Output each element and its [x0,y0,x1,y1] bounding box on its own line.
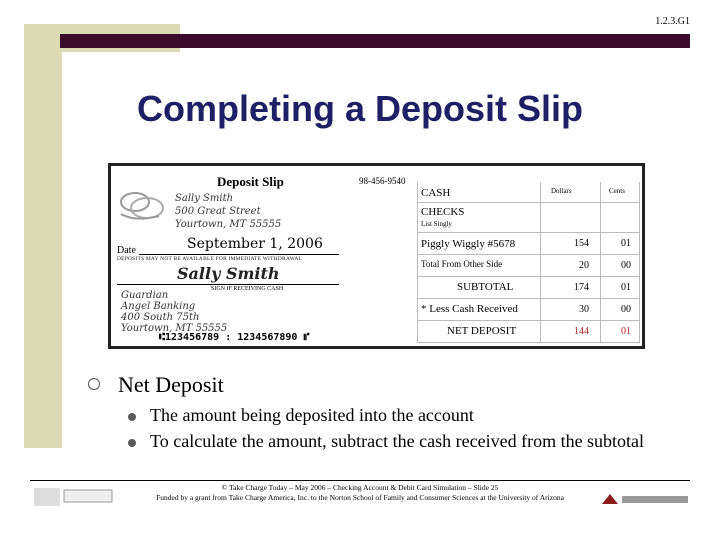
slip-row-other-side [417,254,640,277]
date-label: Date [117,245,136,256]
main-point: Net Deposit [118,372,224,397]
micr-line: ⑆123456789 : 1234567890 ⑈ [159,332,310,343]
bank-street: 400 South 75th [121,312,200,323]
take-charge-america-logo-icon [600,490,692,508]
row-label: * Less Cash Received [421,303,518,315]
bank-city: Yourtown, MT 55555 [121,323,228,334]
row-dollars: 174 [574,282,589,293]
sub-point-2: To calculate the amount, subtract the cash received from the subtotal [150,431,645,451]
slide-title: Completing a Deposit Slip [136,88,584,129]
deposits-note: DEPOSITS MAY NOT BE AVAILABLE FOR IMMEDIATE WITHDRAWAL [117,256,303,262]
slip-left-section [111,166,417,346]
dollars-column-header: Dollars [551,187,572,195]
row-label: NET DEPOSIT [447,325,517,337]
routing-number: 98-456-9540 [359,176,406,186]
row-dollars: 30 [579,304,589,315]
row-cents: 01 [621,238,631,249]
row-label: SUBTOTAL [457,281,514,293]
slip-row-checks [417,202,640,233]
slip-row-check-1 [417,232,640,255]
payer-address [175,192,281,231]
bank-address [121,290,227,334]
slide-number: 1.2.3.G1 [655,16,690,27]
slip-amount-table [417,182,640,342]
bank-name: Guardian [121,290,169,301]
sub-point-1: The amount being deposited into the account [150,405,474,425]
row-label: CASH [421,187,451,199]
sub-bullet-icon [128,413,136,421]
footer-line-1: © Take Charge Today – May 2006 – Checking Account & Debit Card Simulation – Slide 25 [221,483,499,492]
row-label: Piggly Wiggly #5678 [421,238,516,250]
decorative-header-bar [60,34,690,48]
date-value: September 1, 2006 [187,236,323,252]
row-dollars: 20 [579,260,589,271]
payer-street: 500 Great Street [175,206,261,217]
row-cents: 00 [621,304,631,315]
slip-title: Deposit Slip [217,174,284,189]
row-cents: 00 [621,260,631,271]
payer-name: Sally Smith [175,193,234,204]
slip-row-less-cash [417,298,640,321]
date-line [139,254,339,255]
row-cents: 01 [621,282,631,293]
footer-line-2: Funded by a grant from Take Charge America, Inc. to the Norton School of Family and Consumer Sciences at the University of Arizona [156,493,564,502]
deposit-slip-image [111,166,642,346]
row-dollars: 154 [574,238,589,249]
slip-row-net-deposit [417,320,640,343]
signature: Sally Smith [177,264,280,283]
row-label: CHECKS [421,206,465,218]
payer-city: Yourtown, MT 55555 [175,219,282,230]
signature-line [117,284,339,285]
row-dollars: 144 [574,326,589,337]
bank-name-2: Angel Banking [121,301,196,312]
row-sublabel: List Singly [421,220,452,228]
row-cents: 01 [621,326,631,337]
row-label: Total From Other Side [421,259,503,269]
signature-note: SIGN IF RECEIVING CASH [211,286,284,292]
slip-row-subtotal [417,276,640,299]
footer-divider [30,480,690,481]
institute-logo-icon [34,486,116,508]
bank-logo-icon [115,188,169,224]
cents-column-header: Cents [609,187,625,195]
main-bullet-icon [88,378,100,390]
sub-bullet-icon [128,439,136,447]
slip-row-cash [417,182,640,203]
